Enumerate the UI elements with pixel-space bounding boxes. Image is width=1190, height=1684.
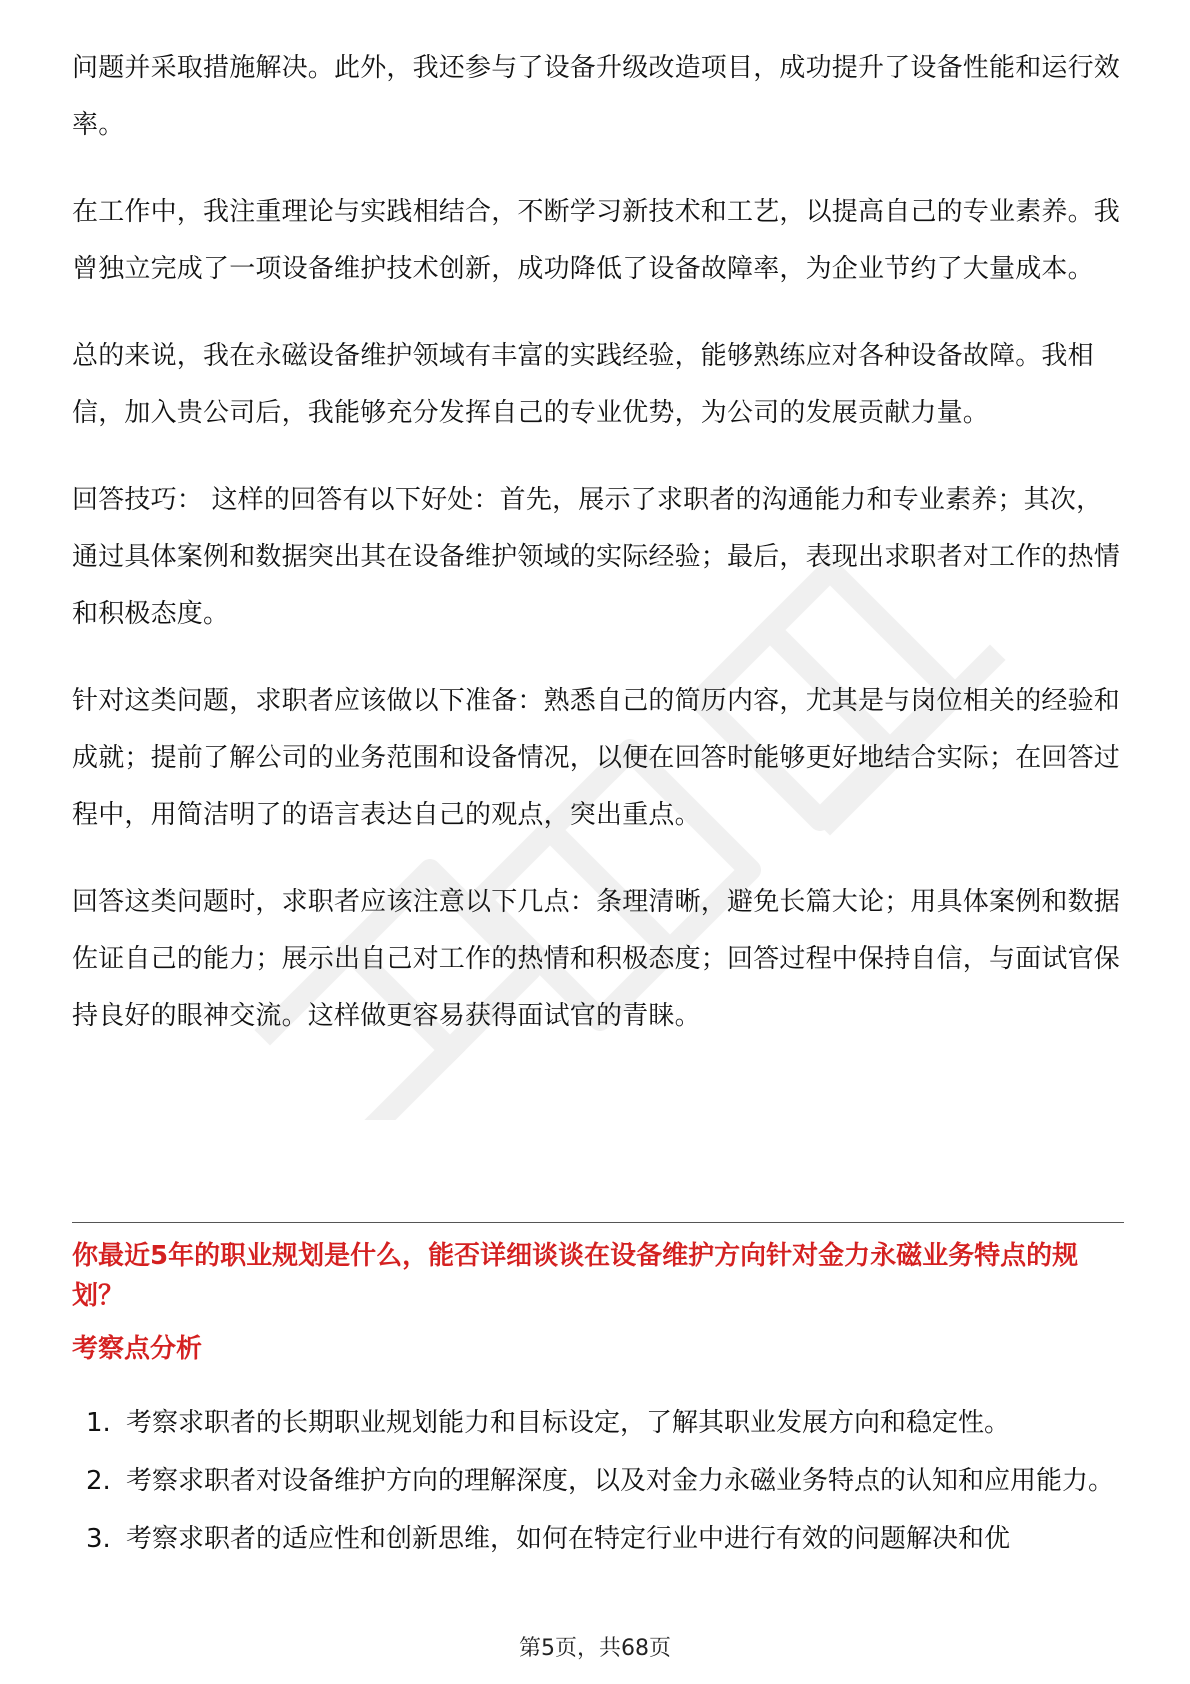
paragraph: 在工作中，我注重理论与实践相结合，不断学习新技术和工艺，以提高自己的专业素养。我曾独立完成了一项设备维护技术创新，成功降低了设备故障率，为企业节约了大量成本。: [72, 197, 1121, 284]
analysis-section-title: 考察点分析: [72, 1334, 203, 1364]
list-item-text: 考察求职者对设备维护方向的理解深度，以及对金力永磁业务特点的认知和应用能力。: [126, 1466, 1115, 1496]
list-item-number: 1.: [86, 1408, 111, 1438]
paragraph: 总的来说，我在永磁设备维护领域有丰富的实践经验，能够熟练应对各种设备故障。我相信，加入贵公司后，我能够充分发挥自己的专业优势，为公司的发展贡献力量。: [72, 341, 1094, 428]
analysis-list: [72, 1396, 1124, 1570]
body-text: [72, 40, 1124, 1075]
page-footer: 第5页，共68页: [519, 1636, 671, 1661]
list-item: [72, 1512, 1124, 1566]
list-item-text: 考察求职者的适应性和创新思维，如何在特定行业中进行有效的问题解决和优: [126, 1524, 1011, 1554]
question-heading: 你最近5年的职业规划是什么，能否详细谈谈在设备维护方向针对金力永磁业务特点的规划？: [72, 1241, 1079, 1311]
paragraph: 问题并采取措施解决。此外，我还参与了设备升级改造项目，成功提升了设备性能和运行效率。: [72, 53, 1121, 140]
list-item-number: 3.: [86, 1524, 111, 1554]
list-item-text: 考察求职者的长期职业规划能力和目标设定，了解其职业发展方向和稳定性。: [126, 1408, 1011, 1438]
list-item-number: 2.: [86, 1466, 111, 1496]
paragraph: 针对这类问题，求职者应该做以下准备：熟悉自己的简历内容，尤其是与岗位相关的经验和成就；提前了解公司的业务范围和设备情况，以便在回答时能够更好地结合实际；在回答过程中，用简洁明了的语言表达自己的观点，突出重点。: [72, 686, 1121, 830]
section-divider: [72, 1222, 1124, 1223]
paragraph-answer-tips: 回答技巧： 这样的回答有以下好处：首先，展示了求职者的沟通能力和专业素养；其次，通过具体案例和数据突出其在设备维护领域的实际经验；最后，表现出求职者对工作的热情和积极态度。: [72, 485, 1121, 629]
list-item: [72, 1396, 1124, 1450]
paragraph: 回答这类问题时，求职者应该注意以下几点：条理清晰，避免长篇大论；用具体案例和数据佐证自己的能力；展示出自己对工作的热情和积极态度；回答过程中保持自信，与面试官保持良好的眼神交流。这样做更容易获得面试官的青睐。: [72, 887, 1121, 1031]
list-item: [72, 1454, 1124, 1508]
